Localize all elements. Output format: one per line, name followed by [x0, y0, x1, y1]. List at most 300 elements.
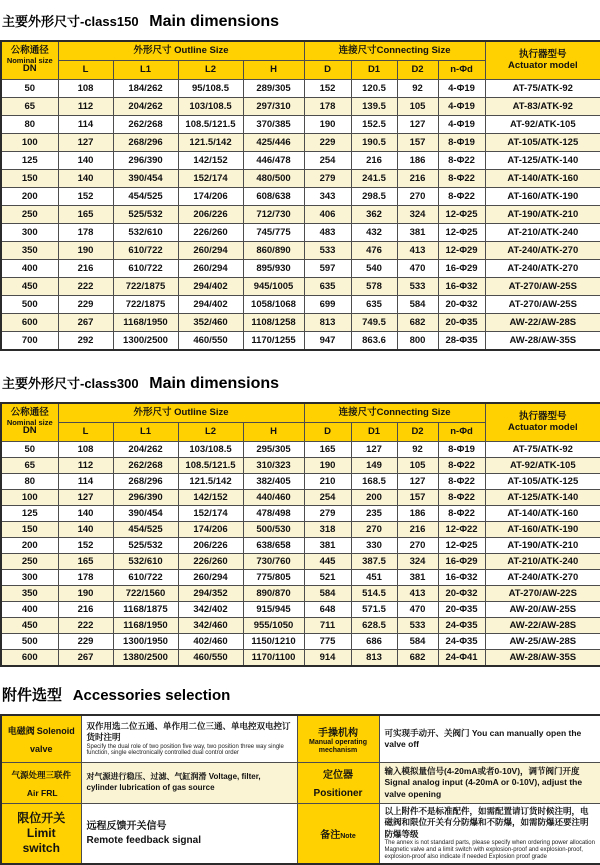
- cell: 12-Φ25: [438, 224, 485, 242]
- cell: 174/206: [178, 522, 243, 538]
- solenoid-label-cn: 电磁阀: [7, 726, 35, 736]
- cell: 533: [397, 618, 438, 634]
- table-row: [1, 474, 600, 490]
- cell: 446/478: [243, 152, 304, 170]
- cell: 200: [1, 188, 58, 206]
- cell: 150: [1, 170, 58, 188]
- cell: 121.5/142: [178, 474, 243, 490]
- section1-title-en: Main dimensions: [149, 13, 280, 30]
- header-col-d2: D2: [397, 61, 438, 80]
- cell: 105: [397, 98, 438, 116]
- cell: 525/532: [113, 206, 178, 224]
- cell: 1168/1950: [113, 618, 178, 634]
- cell: 500/530: [243, 522, 304, 538]
- cell: 381: [397, 570, 438, 586]
- table-row: [1, 98, 600, 116]
- cell: AT-210/ATK-240: [485, 224, 600, 242]
- cell: 711: [304, 618, 351, 634]
- cell: 460/550: [178, 650, 243, 667]
- cell: AT-270/AW-25S: [485, 296, 600, 314]
- cell: 152/174: [178, 170, 243, 188]
- cell: 775: [304, 634, 351, 650]
- cell: 860/890: [243, 242, 304, 260]
- header-col-l2: L2: [178, 423, 243, 442]
- section1-title-cn: 主要外形尺寸-class150: [2, 14, 139, 29]
- cell: 610/722: [113, 570, 178, 586]
- air-frl-desc: 对气源进行稳压、过滤、气缸润滑 Voltage, filter, cylinder lubrication of gas source: [86, 772, 261, 792]
- cell: 521: [304, 570, 351, 586]
- cell: 24-Φ35: [438, 618, 485, 634]
- cell: 127: [397, 116, 438, 134]
- header-nominal-dn: DN: [22, 425, 37, 437]
- header-actuator-cn: 执行器型号: [519, 410, 567, 422]
- header-outline-size: 外形尺寸 Outline Size: [58, 41, 304, 61]
- header-col-l1: L1: [113, 61, 178, 80]
- header-connecting-size: 连接尺寸Connecting Size: [304, 41, 485, 61]
- header-col-l: L: [58, 423, 113, 442]
- cell: 300: [1, 224, 58, 242]
- table-row: [1, 116, 600, 134]
- cell: AW-28/AW-35S: [485, 332, 600, 351]
- section2-title-en: Main dimensions: [149, 375, 280, 392]
- cell: 216: [397, 170, 438, 188]
- cell: 108.5/121.5: [178, 116, 243, 134]
- cell: 222: [58, 278, 113, 296]
- cell: 95/108.5: [178, 80, 243, 98]
- cell: 294/352: [178, 586, 243, 602]
- cell: 105: [397, 458, 438, 474]
- cell: 1168/1875: [113, 602, 178, 618]
- cell: 20-Φ35: [438, 602, 485, 618]
- cell: 24-Φ35: [438, 634, 485, 650]
- table-row: [1, 170, 600, 188]
- cell: 915/945: [243, 602, 304, 618]
- cell: 8-Φ22: [438, 188, 485, 206]
- cell: 206/226: [178, 206, 243, 224]
- note-label-cn: 备注: [320, 829, 341, 841]
- positioner-label-en: Positioner: [313, 788, 363, 799]
- cell: 4-Φ19: [438, 116, 485, 134]
- cell: 12-Φ22: [438, 522, 485, 538]
- cell: 235: [351, 506, 397, 522]
- cell: 16-Φ32: [438, 278, 485, 296]
- cell: 947: [304, 332, 351, 351]
- cell: 12-Φ25: [438, 538, 485, 554]
- section3-title-cn: 附件选型: [2, 687, 63, 704]
- cell: 121.5/142: [178, 134, 243, 152]
- limit-switch-desc-cn: 远程反馈开关信号: [86, 820, 167, 832]
- cell: 749.5: [351, 314, 397, 332]
- cell: 229: [58, 634, 113, 650]
- cell: 638/658: [243, 538, 304, 554]
- cell: 682: [397, 650, 438, 667]
- cell: 476: [351, 242, 397, 260]
- cell: 24-Φ41: [438, 650, 485, 667]
- cell: 216: [397, 522, 438, 538]
- cell: 127: [351, 442, 397, 458]
- cell: AT-270/AW-25S: [485, 278, 600, 296]
- cell: 210: [304, 474, 351, 490]
- solenoid-label-en: Solenoid valve: [29, 726, 75, 754]
- table-row: [1, 634, 600, 650]
- header-col-d1: D1: [351, 61, 397, 80]
- cell: 260/294: [178, 260, 243, 278]
- cell: AT-270/AW-22S: [485, 586, 600, 602]
- cell: 229: [58, 296, 113, 314]
- cell: 745/775: [243, 224, 304, 242]
- solenoid-desc-cn: 双作用选二位五通、单作用二位三通、单电控双电控订货时注明: [86, 720, 291, 743]
- cell: 533: [304, 242, 351, 260]
- cell: 112: [58, 98, 113, 116]
- cell: AT-240/ATK-270: [485, 570, 600, 586]
- table-row: [1, 206, 600, 224]
- cell: 342/402: [178, 602, 243, 618]
- cell: AT-240/ATK-270: [485, 242, 600, 260]
- cell: 279: [304, 170, 351, 188]
- cell: 445: [304, 554, 351, 570]
- cell: 584: [397, 296, 438, 314]
- cell: 722/1875: [113, 296, 178, 314]
- cell: 298.5: [351, 188, 397, 206]
- cell: 8-Φ22: [438, 170, 485, 188]
- cell: 310/323: [243, 458, 304, 474]
- cell: 152: [58, 538, 113, 554]
- cell: 955/1050: [243, 618, 304, 634]
- cell: 100: [1, 134, 58, 152]
- cell: 12-Φ25: [438, 206, 485, 224]
- table-row: [1, 538, 600, 554]
- cell: 370/385: [243, 116, 304, 134]
- cell: AT-75/ATK-92: [485, 442, 600, 458]
- cell: 1170/1100: [243, 650, 304, 667]
- cell: 712/730: [243, 206, 304, 224]
- cell: AT-105/ATK-125: [485, 474, 600, 490]
- table-row: [1, 458, 600, 474]
- cell: 722/1875: [113, 278, 178, 296]
- cell: 226/260: [178, 224, 243, 242]
- catalog-page: [0, 5, 600, 865]
- header-nominal-cn: 公称通径: [10, 406, 49, 418]
- positioner-desc-en: Signal analog input (4-20mA or 0-10V), adjust the valve opening: [384, 777, 583, 799]
- cell: 813: [304, 314, 351, 332]
- cell: 216: [351, 152, 397, 170]
- cell: 108.5/121.5: [178, 458, 243, 474]
- cell: 914: [304, 650, 351, 667]
- cell: 635: [351, 296, 397, 314]
- cell: 450: [1, 618, 58, 634]
- cell: 108: [58, 442, 113, 458]
- cell: 600: [1, 650, 58, 667]
- cell: 204/262: [113, 442, 178, 458]
- table-row: [1, 618, 600, 634]
- cell: 152/174: [178, 506, 243, 522]
- cell: 152.5: [351, 116, 397, 134]
- cell: AT-105/ATK-125: [485, 134, 600, 152]
- cell: AT-140/ATK-160: [485, 170, 600, 188]
- cell: 525/532: [113, 538, 178, 554]
- table-row: [1, 314, 600, 332]
- cell: 440/460: [243, 490, 304, 506]
- cell: 152: [58, 188, 113, 206]
- cell: 16-Φ32: [438, 570, 485, 586]
- table-row: [1, 602, 600, 618]
- cell: 480/500: [243, 170, 304, 188]
- cell: AT-160/ATK-190: [485, 522, 600, 538]
- cell: 686: [351, 634, 397, 650]
- cell: 1380/2500: [113, 650, 178, 667]
- header-col-n-phid: n-Φd: [438, 423, 485, 442]
- cell: 270: [397, 538, 438, 554]
- cell: 80: [1, 116, 58, 134]
- cell: 628.5: [351, 618, 397, 634]
- cell: 125: [1, 152, 58, 170]
- cell: 250: [1, 554, 58, 570]
- cell: 584: [397, 634, 438, 650]
- cell: 813: [351, 650, 397, 667]
- limit-switch-label-en: Limit switch: [22, 826, 60, 856]
- header-nominal-size: [1, 403, 58, 442]
- cell: 413: [397, 586, 438, 602]
- class300-table-body: [1, 442, 600, 667]
- cell: AT-83/ATK-92: [485, 98, 600, 116]
- cell: 300: [1, 570, 58, 586]
- cell: 890/870: [243, 586, 304, 602]
- cell: 241.5: [351, 170, 397, 188]
- table-row: [1, 522, 600, 538]
- table-row: [1, 442, 600, 458]
- accessory-desc-positioner: [379, 763, 600, 804]
- cell: 127: [397, 474, 438, 490]
- cell: 190: [304, 116, 351, 134]
- cell: 270: [397, 188, 438, 206]
- cell: 610/722: [113, 260, 178, 278]
- cell: AW-22/AW-28S: [485, 314, 600, 332]
- cell: 610/722: [113, 242, 178, 260]
- cell: 895/930: [243, 260, 304, 278]
- cell: 722/1560: [113, 586, 178, 602]
- table-row: [1, 332, 600, 351]
- cell: AT-210/ATK-240: [485, 554, 600, 570]
- positioner-desc-cn: 输入模拟量信号(4-20mA或者0-10V)，调节阀门开度: [384, 765, 580, 776]
- cell: AT-92/ATK-105: [485, 116, 600, 134]
- table-row: [1, 134, 600, 152]
- cell: 483: [304, 224, 351, 242]
- cell: 140: [58, 522, 113, 538]
- cell: 400: [1, 260, 58, 278]
- cell: AW-22/AW-28S: [485, 618, 600, 634]
- table-row: [1, 260, 600, 278]
- cell: 267: [58, 314, 113, 332]
- table-row: [1, 152, 600, 170]
- cell: 454/525: [113, 522, 178, 538]
- cell: 295/305: [243, 442, 304, 458]
- table-row: [1, 224, 600, 242]
- cell: 406: [304, 206, 351, 224]
- cell: 200: [351, 490, 397, 506]
- header-col-n-phid: n-Φd: [438, 61, 485, 80]
- cell: 597: [304, 260, 351, 278]
- manual-desc: 可实现手动开、关阀门 You can manually open the valve off: [384, 727, 582, 749]
- cell: 267: [58, 650, 113, 667]
- cell: 140: [58, 170, 113, 188]
- cell: 184/262: [113, 80, 178, 98]
- cell: 149: [351, 458, 397, 474]
- cell: 470: [397, 602, 438, 618]
- cell: AT-240/ATK-270: [485, 260, 600, 278]
- air-frl-label-en: Air FRL: [26, 788, 58, 798]
- cell: 324: [397, 554, 438, 570]
- header-col-h: H: [243, 61, 304, 80]
- cell: 204/262: [113, 98, 178, 116]
- limit-switch-desc-en: Remote feedback signal: [86, 834, 201, 846]
- accessory-desc-limit-switch: [81, 804, 297, 865]
- cell: 800: [397, 332, 438, 351]
- cell: 400: [1, 602, 58, 618]
- cell: 103/108.5: [178, 98, 243, 116]
- cell: 635: [304, 278, 351, 296]
- cell: 50: [1, 442, 58, 458]
- cell: 279: [304, 506, 351, 522]
- cell: 12-Φ29: [438, 242, 485, 260]
- table-row: [1, 188, 600, 206]
- header-actuator-en: Actuator model: [507, 59, 578, 71]
- header-connecting-size: 连接尺寸Connecting Size: [304, 403, 485, 423]
- cell: 8-Φ22: [438, 490, 485, 506]
- table-row: [1, 650, 600, 667]
- cell: 92: [397, 80, 438, 98]
- cell: 571.5: [351, 602, 397, 618]
- header-nominal-en: Nominal size: [6, 417, 53, 427]
- cell: 381: [397, 224, 438, 242]
- table-row: [1, 586, 600, 602]
- class300-table-header: [1, 403, 600, 442]
- cell: 103/108.5: [178, 442, 243, 458]
- cell: 178: [58, 570, 113, 586]
- cell: 8-Φ19: [438, 442, 485, 458]
- cell: 1300/1950: [113, 634, 178, 650]
- cell: 500: [1, 296, 58, 314]
- cell: 350: [1, 242, 58, 260]
- cell: 157: [397, 134, 438, 152]
- cell: 1150/1210: [243, 634, 304, 650]
- cell: 532/610: [113, 224, 178, 242]
- cell: 294/402: [178, 296, 243, 314]
- cell: 268/296: [113, 474, 178, 490]
- accessories-table: [0, 714, 600, 865]
- note-desc-en: The annex is not standard parts, please specify when ordering power allocation Magnetic valve and a limit switch with explosion-proof and explosion-proof, explosion-proof also indicate if needed Explosion proof grade: [384, 840, 595, 861]
- section1-title: [2, 5, 600, 33]
- cell: 114: [58, 116, 113, 134]
- cell: 343: [304, 188, 351, 206]
- cell: 20-Φ32: [438, 296, 485, 314]
- cell: 165: [58, 206, 113, 224]
- cell: 1108/1258: [243, 314, 304, 332]
- cell: 540: [351, 260, 397, 278]
- cell: 324: [397, 206, 438, 224]
- cell: 226/260: [178, 554, 243, 570]
- section2-title: [2, 367, 600, 395]
- cell: 142/152: [178, 152, 243, 170]
- cell: 500: [1, 634, 58, 650]
- cell: 152: [304, 80, 351, 98]
- air-frl-label-cn: 气源处理三联件: [11, 770, 71, 780]
- cell: 65: [1, 458, 58, 474]
- cell: 190: [58, 586, 113, 602]
- cell: 296/390: [113, 490, 178, 506]
- section2-title-cn: 主要外形尺寸-class300: [2, 376, 139, 391]
- header-col-l2: L2: [178, 61, 243, 80]
- cell: 100: [1, 490, 58, 506]
- table-row: [1, 296, 600, 314]
- cell: AT-190/ATK-210: [485, 206, 600, 224]
- cell: 229: [304, 134, 351, 152]
- cell: AT-160/ATK-190: [485, 188, 600, 206]
- accessory-desc-note: [379, 804, 600, 865]
- accessory-label-manual-mechanism: [297, 715, 379, 763]
- cell: 578: [351, 278, 397, 296]
- header-col-d2: D2: [397, 423, 438, 442]
- cell: 402/460: [178, 634, 243, 650]
- positioner-label-cn: 定位器: [323, 770, 353, 781]
- header-nominal-cn: 公称通径: [10, 44, 49, 56]
- cell: 584: [304, 586, 351, 602]
- cell: 478/498: [243, 506, 304, 522]
- cell: 425/446: [243, 134, 304, 152]
- header-actuator-model: [485, 403, 600, 442]
- cell: 289/305: [243, 80, 304, 98]
- cell: 112: [58, 458, 113, 474]
- cell: 20-Φ32: [438, 586, 485, 602]
- header-outline-size: 外形尺寸 Outline Size: [58, 403, 304, 423]
- table-row: [1, 80, 600, 98]
- cell: 190: [58, 242, 113, 260]
- note-desc-cn: 以上附件不是标准配件，如需配置请订货时候注明，电磁阀和限位开关有分防爆和不防爆，如需防爆还要注明防爆等级: [384, 806, 589, 839]
- class150-dimensions-table: [0, 40, 600, 351]
- header-nominal-en: Nominal size: [6, 55, 53, 65]
- cell: 260/294: [178, 570, 243, 586]
- cell: 413: [397, 242, 438, 260]
- table-row: [1, 570, 600, 586]
- cell: 174/206: [178, 188, 243, 206]
- table-row: [1, 506, 600, 522]
- cell: 216: [58, 260, 113, 278]
- cell: 451: [351, 570, 397, 586]
- cell: 1170/1255: [243, 332, 304, 351]
- cell: 190: [304, 458, 351, 474]
- cell: AT-190/ATK-210: [485, 538, 600, 554]
- cell: 270: [351, 522, 397, 538]
- cell: 222: [58, 618, 113, 634]
- cell: 268/296: [113, 134, 178, 152]
- cell: 254: [304, 152, 351, 170]
- table-row: [1, 490, 600, 506]
- cell: 260/294: [178, 242, 243, 260]
- cell: 186: [397, 152, 438, 170]
- note-label-en: Note: [340, 832, 356, 840]
- cell: 127: [58, 134, 113, 152]
- section3-title: [2, 679, 600, 707]
- cell: 262/268: [113, 116, 178, 134]
- cell: AT-75/ATK-92: [485, 80, 600, 98]
- cell: 139.5: [351, 98, 397, 116]
- cell: 381: [304, 538, 351, 554]
- cell: 454/525: [113, 188, 178, 206]
- cell: 140: [58, 152, 113, 170]
- cell: 945/1005: [243, 278, 304, 296]
- cell: 342/460: [178, 618, 243, 634]
- class150-table-header: [1, 41, 600, 80]
- cell: 186: [397, 506, 438, 522]
